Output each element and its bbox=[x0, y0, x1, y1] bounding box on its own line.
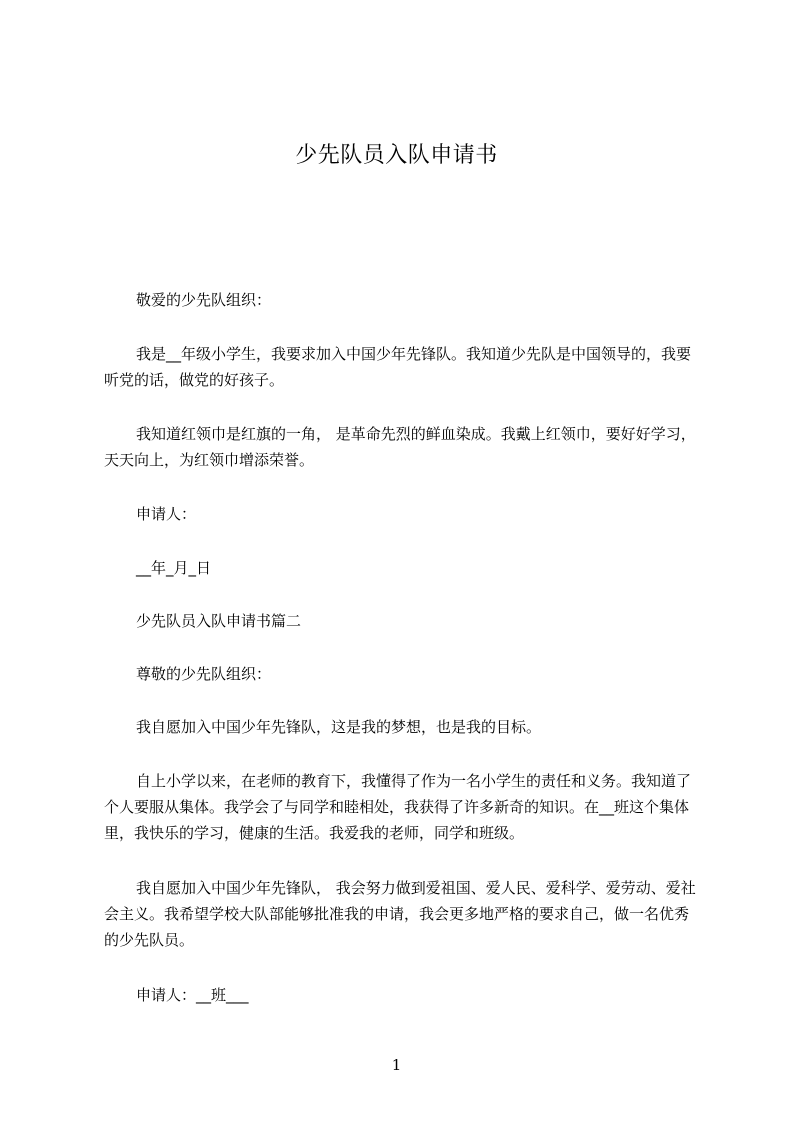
paragraph-intro: 我是__年级小学生，我要求加入中国少年先锋队。我知道少先队是中国领导的，我要听党的话，做党的好孩子。 bbox=[104, 345, 692, 389]
salutation-part-two: 尊敬的少先队组织： bbox=[136, 665, 272, 683]
date-line: __年_月_日 bbox=[136, 559, 212, 577]
paragraph-dream: 我自愿加入中国少年先锋队，这是我的梦想，也是我的目标。 bbox=[136, 718, 542, 736]
document-title: 少先队员入队申请书 bbox=[295, 143, 498, 168]
applicant-class-line: 申请人：__班___ bbox=[136, 986, 249, 1004]
section-heading-part-two: 少先队员入队申请书篇二 bbox=[136, 612, 302, 630]
salutation: 敬爱的少先队组织： bbox=[136, 291, 272, 309]
paragraph-red-scarf: 我知道红领巾是红旗的一角， 是革命先烈的鲜血染成。我戴上红领巾，要好好学习，天天向上，为红领巾增添荣誉。 bbox=[104, 425, 696, 469]
paragraph-school-life: 自上小学以来，在老师的教育下，我懂得了作为一名小学生的责任和义务。我知道了个人要服从集体。我学会了与同学和睦相处，我获得了许多新奇的知识。在__班这个集体里，我快乐的学习，健康的生活。我爱我的老师，同学和班级。 bbox=[104, 772, 692, 842]
paragraph-commitment: 我自愿加入中国少年先锋队， 我会努力做到爱祖国、爱人民、爱科学、爱劳动、爱社会主义。我希望学校大队部能够批准我的申请，我会更多地严格的要求自己，做一名优秀的少先队员。 bbox=[104, 879, 696, 949]
page-number: 1 bbox=[391, 1056, 402, 1074]
applicant-label: 申请人： bbox=[136, 505, 197, 523]
